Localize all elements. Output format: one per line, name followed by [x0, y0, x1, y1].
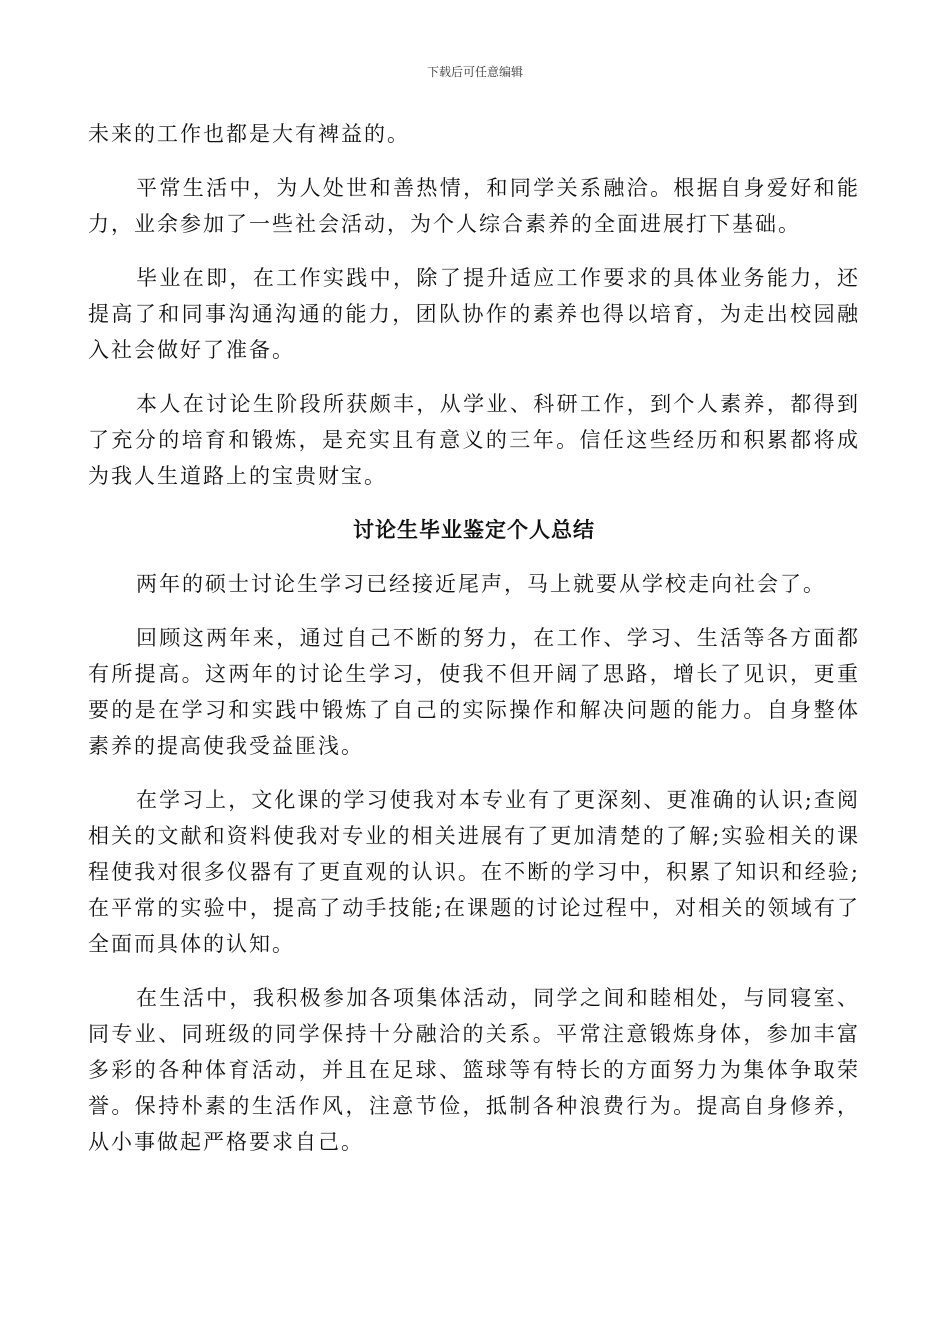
- section-title: 讨论生毕业鉴定个人总结: [353, 517, 595, 542]
- paragraph-continuation: 未来的工作也都是大有裨益的。: [88, 122, 410, 146]
- document-body: [88, 116, 860, 1178]
- paragraph-intro: 两年的硕士讨论生学习已经接近尾声，马上就要从学校走向社会了。: [136, 572, 826, 596]
- paragraph-life: 在生活中，我积极参加各项集体活动，同学之间和睦相处，与同寝室、同专业、同班级的同学保持十分融洽的关系。平常注意锻炼身体，参加丰富多彩的各种体育活动，并且在足球、篮球等有特长的方面努力为集体争取荣誉。保持朴素的生活作风，注意节俭，抵制各种浪费行为。提高自身修养，从小事做起严格要求自己。: [88, 986, 860, 1154]
- paragraph-summary-gains: 本人在讨论生阶段所获颇丰，从学业、科研工作，到个人素养，都得到了充分的培育和锻炼，是充实且有意义的三年。信任这些经历和积累都将成为我人生道路上的宝贵财宝。: [88, 392, 860, 488]
- paragraph-study: 在学习上，文化课的学习使我对本专业有了更深刻、更准确的认识;查阅相关的文献和资料使我对专业的相关进展有了更加清楚的了解;实验相关的课程使我对很多仪器有了更直观的认识。在不断的学习中，积累了知识和经验;在平常的实验中，提高了动手技能;在课题的讨论过程中，对相关的领域有了全面而具体的认知。: [88, 788, 860, 956]
- paragraph-daily-life: 平常生活中，为人处世和善热情，和同学关系融洽。根据自身爱好和能力，业余参加了一些社会活动，为个人综合素养的全面进展打下基础。: [88, 176, 860, 236]
- page-header: 下载后可任意编辑: [426, 65, 523, 79]
- paragraph-graduation: 毕业在即，在工作实践中，除了提升适应工作要求的具体业务能力，还提高了和同事沟通沟通的能力，团队协作的素养也得以培育，为走出校园融入社会做好了准备。: [88, 266, 860, 362]
- paragraph-review: 回顾这两年来，通过自己不断的努力，在工作、学习、生活等各方面都有所提高。这两年的讨论生学习，使我不但开阔了思路，增长了见识，更重要的是在学习和实践中锻炼了自己的实际操作和解决问题的能力。自身整体素养的提高使我受益匪浅。: [88, 626, 860, 758]
